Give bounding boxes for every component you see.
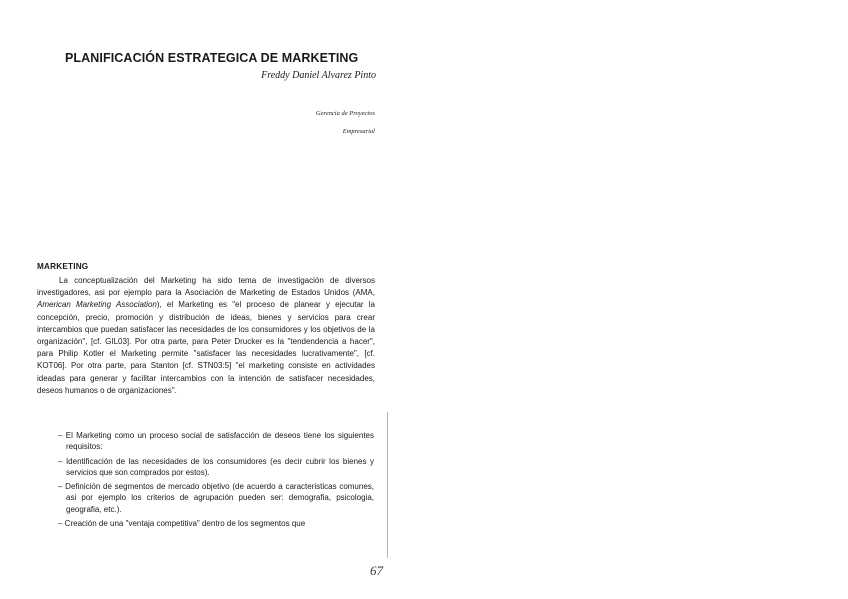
list-item: – Identificación de las necesidades de los consumidores (es decir cubrir los bienes y servicios que son comprados por estos). <box>58 456 374 477</box>
section-heading: MARKETING <box>37 262 89 271</box>
list-item: – El Marketing como un proceso social de satisfacción de deseos tiene los siguientes requisitos: <box>58 431 374 452</box>
paragraph-text-part-2: ), el Marketing es "el proceso de planear y ejecutar la concepción, precio, promoción y distribución de ideas, bienes y servicios para crear intercambios que puedan satisfacer las necesidades de los consumidores y los objetivos de la organización", [cf. GIL03]. Por otra parte, para Peter Drucker es la "tendendencia a hacer", para Philip Kotler el Marketing permite "satisfacer las necesidades lucrativamente", [cf. KOT06]. Por otra parte, para Stanton [cf. STN03:5] "el marketing consiste en actividades ideadas para generar y facilitar intercambios con la intención de satisfacer necesidades, deseos humanos o de organizaciones". <box>37 300 375 395</box>
paragraph-emphasis: American Marketing Association <box>37 300 157 310</box>
body-paragraph <box>37 275 375 397</box>
author-name: Freddy Daniel Alvarez Pinto <box>261 70 376 81</box>
list-item: – Creación de una "ventaja competitiva" dentro de los segmentos que <box>58 519 306 529</box>
margin-rule <box>387 412 388 558</box>
paragraph-text-part-1: La conceptualización del Marketing ha sido tema de investigación de diversos investigadores, asi por ejemplo para la Asociación de Marketing de Estados Unidos (AMA, <box>37 276 375 298</box>
author-affiliation-line-2: Empresarial <box>342 128 375 135</box>
requirements-list <box>58 430 374 532</box>
document-title: PLANIFICACIÓN ESTRATEGICA DE MARKETING <box>65 51 359 65</box>
list-item: – Definición de segmentos de mercado objetivo (de acuerdo a caracteristicas comunes, asi por ejemplo los criterios de agrupación pueden ser: demografia, psicologia, geografia, etc.). <box>58 482 374 514</box>
author-affiliation-line-1: Gerencia de Proyectos <box>315 110 375 117</box>
page-number: 67 <box>370 563 383 578</box>
